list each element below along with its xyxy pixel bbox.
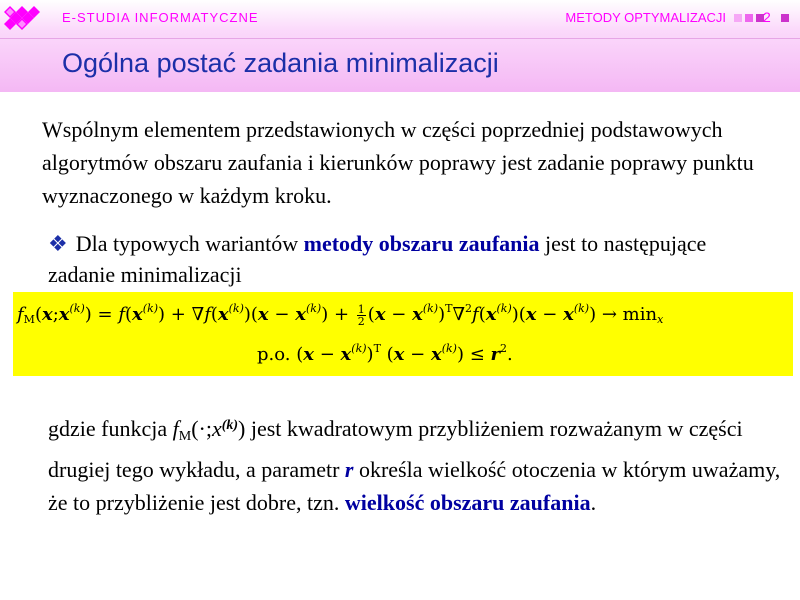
slide-title: Ogólna postać zadania minimalizacji: [62, 48, 499, 78]
bullet-emphasis: metody obszaru zaufania: [303, 231, 540, 256]
brand-label: E-STUDIA INFORMATYCZNE: [62, 10, 259, 25]
page-number: 2: [763, 9, 771, 25]
square-mid-icon: [745, 14, 753, 22]
outro-paragraph: gdzie funkcja $fM(\cdot;x^{(k)})$ jest kwadratowym przybliżeniem rozważanym w części drugiej tego wykładu, a parametr r określa wielkość otoczenia w którym uważamy, że to przybliżenie jest dobre, tzn. wielkość obszaru zaufania.: [48, 416, 781, 515]
square-end-icon: [781, 14, 789, 22]
bullet-text-after: jest to następujące zadanie minimalizacji: [48, 231, 707, 287]
bullet-paragraph: [48, 228, 778, 290]
diamond-bullet-icon: ❖: [48, 231, 68, 256]
formula-box: [13, 292, 793, 376]
formula-constraint: p.o. $(x - x^{(k)})^T$ $(x - x^{(k)}) \le r^2$.: [257, 342, 513, 365]
param-r: r: [344, 457, 354, 482]
outro-emphasis: wielkość obszaru zaufania: [344, 490, 591, 515]
e-studia-logo-icon: [4, 2, 44, 36]
course-title: METODY OPTYMALIZACJI: [565, 10, 726, 25]
page-indicator-squares: [734, 14, 764, 22]
formula-objective: $fM(x;x^{(k)}) = f(x^{(k)}) + \nabla f(x^{(k)})(x - x^{(k)})$ + $\frac{1}{2}$ $(x - x^{(k)})^T\nabla^2f(x^{(k)})(x - x^{(k)}) \to \min x$: [17, 302, 664, 328]
intro-paragraph: Wspólnym elementem przedstawionych w części poprzedniej podstawowych algorytmów obszaru zaufania i kierunków poprawy jest zadanie poprawy punktu wyznaczonego w każdym kroku.: [42, 117, 754, 208]
header-divider: [0, 38, 800, 39]
bullet-text-before: Dla typowych wariantów: [75, 231, 304, 256]
square-light-icon: [734, 14, 742, 22]
